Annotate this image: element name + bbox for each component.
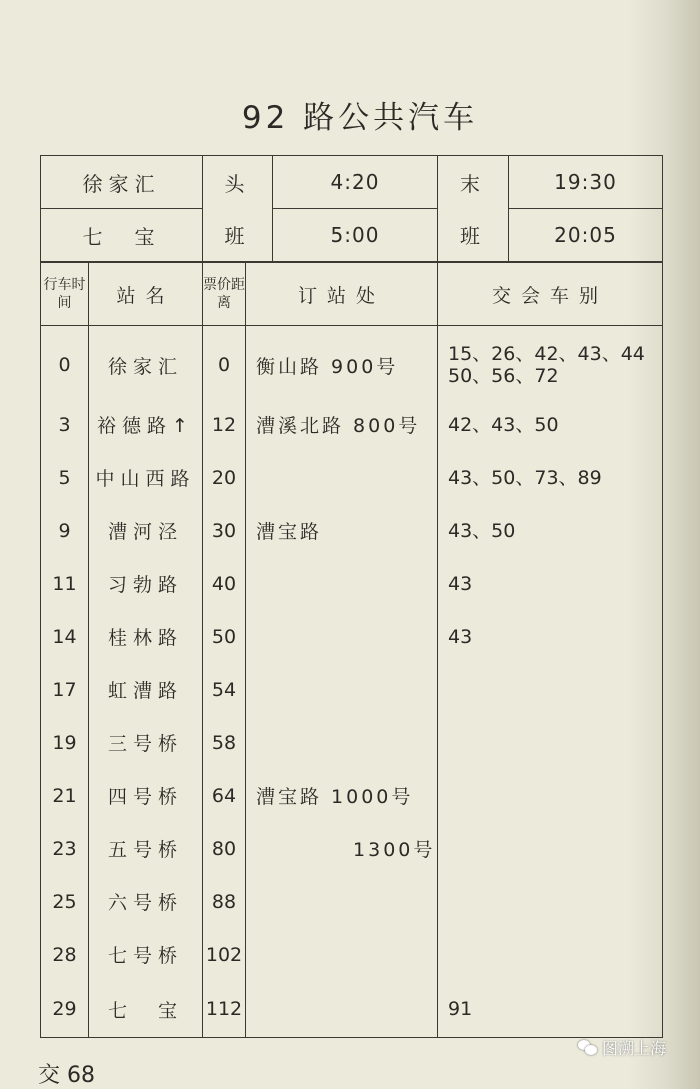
header-stop: 订站处 — [246, 263, 438, 326]
cell-time: 25 — [41, 875, 89, 928]
table-row — [41, 928, 663, 981]
table-header — [41, 263, 663, 326]
cell-distance: 102 — [203, 928, 246, 981]
first-bus-label-bottom: 班 — [203, 209, 273, 262]
cell-distance: 50 — [203, 610, 246, 663]
cell-transfer — [438, 663, 663, 716]
header-time: 行车时间 — [41, 263, 89, 326]
cell-distance: 30 — [203, 504, 246, 557]
last-bus-label-bottom: 班 — [438, 209, 509, 262]
page-number: 交 68 — [38, 1063, 95, 1088]
table-row — [41, 822, 663, 875]
cell-distance: 112 — [203, 981, 246, 1038]
cell-station: 裕德路↑ — [89, 398, 203, 451]
table-row — [41, 326, 663, 399]
cell-transfer: 42、43、50 — [438, 398, 663, 451]
cell-transfer — [438, 822, 663, 875]
cell-distance: 20 — [203, 451, 246, 504]
cell-stop: 漕宝路 — [246, 504, 438, 557]
cell-station: 七号桥 — [89, 928, 203, 981]
last-bus-time-b: 20:05 — [509, 209, 663, 262]
cell-station: 桂林路 — [89, 610, 203, 663]
header-distance: 票价距离 — [203, 263, 246, 326]
schedule-table — [40, 155, 663, 262]
cell-stop — [246, 663, 438, 716]
cell-distance: 64 — [203, 769, 246, 822]
watermark — [578, 1036, 666, 1059]
cell-time: 14 — [41, 610, 89, 663]
cell-distance: 0 — [203, 326, 246, 399]
cell-distance: 54 — [203, 663, 246, 716]
table-row — [41, 663, 663, 716]
cell-time: 5 — [41, 451, 89, 504]
cell-transfer: 43 — [438, 557, 663, 610]
table-row — [41, 504, 663, 557]
cell-station: 五号桥 — [89, 822, 203, 875]
cell-distance: 40 — [203, 557, 246, 610]
cell-stop — [246, 875, 438, 928]
cell-station: 七 宝 — [89, 981, 203, 1038]
cell-station: 中山西路 — [89, 451, 203, 504]
cell-transfer: 43 — [438, 610, 663, 663]
table-row — [41, 769, 663, 822]
cell-transfer — [438, 769, 663, 822]
cell-time: 29 — [41, 981, 89, 1038]
header-transfer: 交会车别 — [438, 263, 663, 326]
cell-station: 四号桥 — [89, 769, 203, 822]
cell-station: 漕河泾 — [89, 504, 203, 557]
first-bus-label-top: 头 — [203, 156, 273, 209]
cell-stop — [246, 451, 438, 504]
terminus-b: 七 宝 — [41, 209, 203, 262]
table-row — [41, 398, 663, 451]
page-title: 92 路公共汽车 — [241, 100, 479, 136]
last-bus-time-a: 19:30 — [509, 156, 663, 209]
cell-station: 习勃路 — [89, 557, 203, 610]
cell-transfer — [438, 875, 663, 928]
cell-time: 28 — [41, 928, 89, 981]
cell-time: 21 — [41, 769, 89, 822]
table-row — [41, 875, 663, 928]
cell-distance: 12 — [203, 398, 246, 451]
stations-table — [40, 262, 663, 1038]
cell-transfer — [438, 928, 663, 981]
cell-transfer: 43、50、73、89 — [438, 451, 663, 504]
cell-stop — [246, 557, 438, 610]
cell-time: 9 — [41, 504, 89, 557]
cell-stop: 漕溪北路 800号 — [246, 398, 438, 451]
table-row — [41, 610, 663, 663]
cell-transfer — [438, 716, 663, 769]
last-bus-label-top: 末 — [438, 156, 509, 209]
cell-time: 19 — [41, 716, 89, 769]
cell-time: 17 — [41, 663, 89, 716]
cell-stop — [246, 928, 438, 981]
cell-time: 0 — [41, 326, 89, 399]
cell-transfer: 15、26、42、43、44 50、56、72 — [438, 326, 663, 399]
first-bus-time-b: 5:00 — [273, 209, 438, 262]
cell-stop: 漕宝路 1000号 — [246, 769, 438, 822]
cell-distance: 88 — [203, 875, 246, 928]
cell-time: 11 — [41, 557, 89, 610]
cell-time: 3 — [41, 398, 89, 451]
cell-distance: 80 — [203, 822, 246, 875]
watermark-text: 图溯上海 — [602, 1039, 667, 1058]
table-row — [41, 451, 663, 504]
terminus-a: 徐家汇 — [41, 156, 203, 209]
table-row — [41, 981, 663, 1038]
cell-station: 六号桥 — [89, 875, 203, 928]
cell-stop — [246, 716, 438, 769]
cell-stop: 衡山路 900号 — [246, 326, 438, 399]
cell-time: 23 — [41, 822, 89, 875]
table-row — [41, 557, 663, 610]
cell-transfer: 43、50 — [438, 504, 663, 557]
first-bus-time-a: 4:20 — [273, 156, 438, 209]
cell-stop — [246, 610, 438, 663]
header-station: 站名 — [89, 263, 203, 326]
cell-stop: 1300号 — [246, 822, 438, 875]
cell-station: 徐家汇 — [89, 326, 203, 399]
cell-transfer: 91 — [438, 981, 663, 1038]
table-row — [41, 716, 663, 769]
cell-distance: 58 — [203, 716, 246, 769]
wechat-icon — [578, 1040, 598, 1056]
cell-stop — [246, 981, 438, 1038]
cell-station: 三号桥 — [89, 716, 203, 769]
cell-station: 虹漕路 — [89, 663, 203, 716]
